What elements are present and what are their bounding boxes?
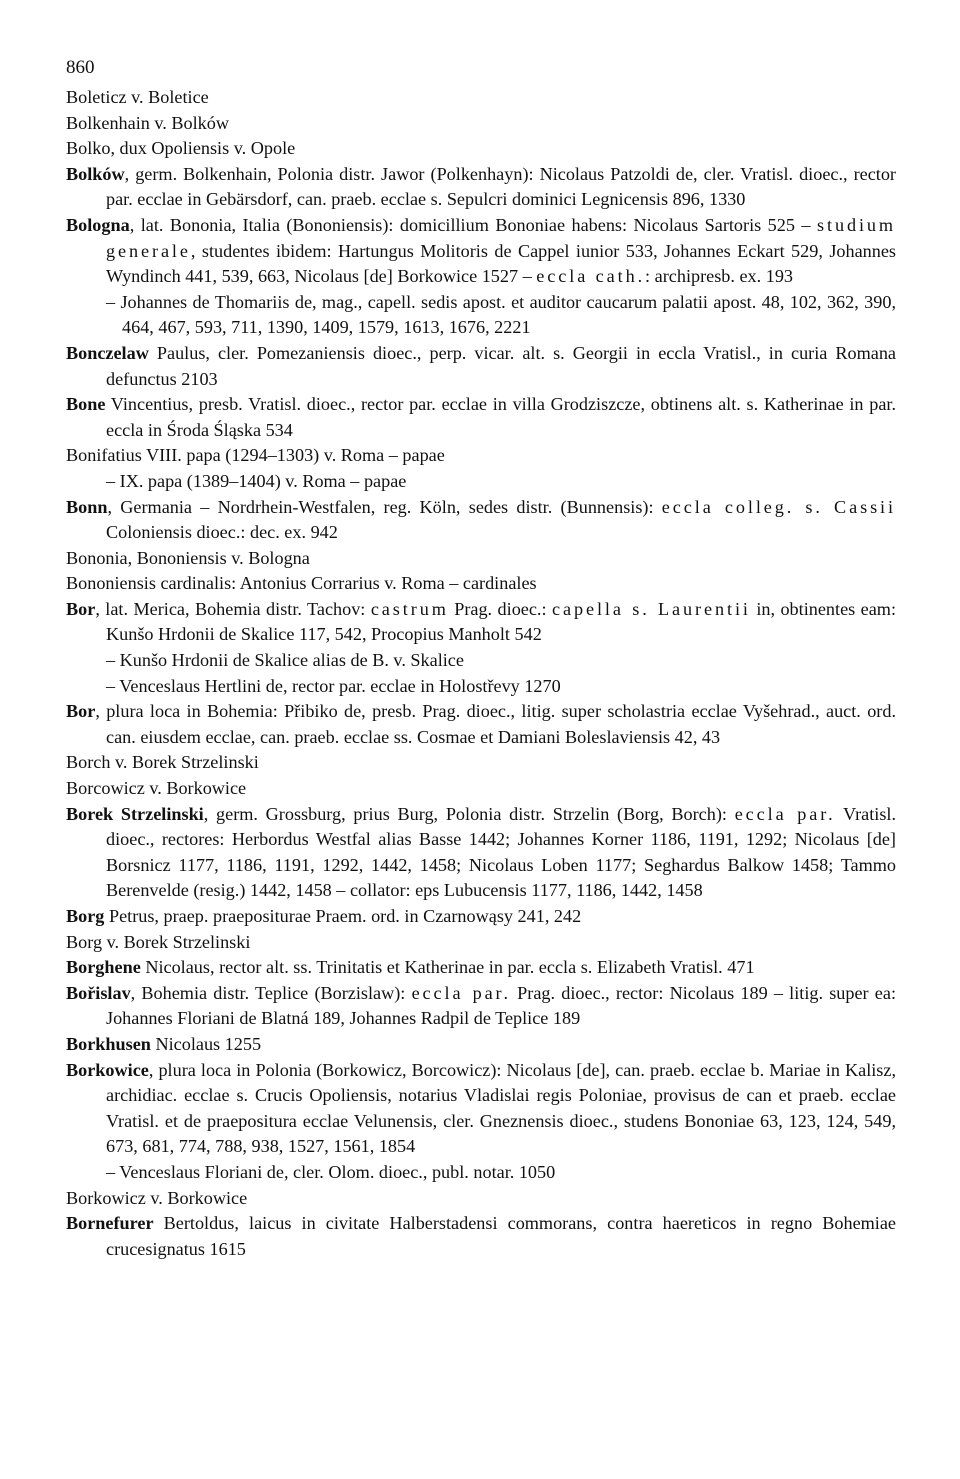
index-subentry: – Kunšo Hrdonii de Skalice alias de B. v. Skalice [106, 650, 464, 671]
entry-headword: Bologna [66, 214, 130, 235]
entry-headword: Bor [66, 701, 96, 722]
entry-headword: Bolków [66, 163, 125, 184]
index-subentry: – Venceslaus Floriani de, cler. Olom. dioec., publ. notar. 1050 [106, 1161, 556, 1182]
entry-headword: Borkowice [66, 1059, 149, 1080]
page-number: 860 [66, 57, 95, 78]
entry-text: Bononia, Bononiensis v. Bologna [66, 547, 310, 568]
entry-headword: Bonn [66, 496, 108, 517]
index-entry [66, 341, 896, 392]
spaced-term: eccla cath. [536, 266, 646, 287]
index-entry [66, 571, 896, 597]
entry-text: , plura loca in Polonia (Borkowicz, Borcowicz): Nicolaus [de], can. praeb. ecclae b. Mariae in Kalisz, archidiac. ecclae s. Crucis Opoliensis, notarius Vladislai regis Poloniae, provisus de can et praeb. ecclae Vratisl. et de praepositura ecclae Velunensis, cler. Gneznensis dioec., studens Bononiae 63, 123, 124, 549, 673, 681, 774, 788, 938, 1527, 1561, 1854 [106, 1059, 896, 1157]
index-subentry: – Johannes de Thomariis de, mag., capell. sedis apost. et auditor caucarum palatii apost. 48, 102, 362, 390, 464, 467, 593, 711, 1390, 1409, 1579, 1613, 1676, 2221 [106, 291, 896, 338]
index-entry [66, 111, 896, 137]
entry-text: Nicolaus, rector alt. ss. Trinitatis et Katherinae in par. eccla s. Elizabeth Vratisl. 471 [140, 957, 755, 978]
index-entry [66, 443, 896, 469]
index-entry [66, 750, 896, 776]
entry-text: Bolkenhain v. Bolków [66, 112, 230, 133]
entry-text: , germ. Grossburg, prius Burg, Polonia distr. Strzelin (Borg, Borch): [203, 803, 735, 824]
entry-headword: Bonczelaw [66, 342, 149, 363]
index-entry [66, 1032, 896, 1058]
entry-text: Paulus, cler. Pomezaniensis dioec., perp. vicar. alt. s. Georgii in eccla Vratisl., in curia Romana defunctus 2103 [106, 342, 896, 389]
index-entry [66, 955, 896, 981]
index-entry [66, 981, 896, 1032]
entry-text: , germ. Bolkenhain, Polonia distr. Jawor (Polkenhayn): Nicolaus Patzoldi de, cler. Vratisl. dioec., rector par. ecclae in Gebärsdorf, can. praeb. ecclae s. Sepulcri dominici Legnicensis 896, 1330 [106, 163, 896, 210]
entry-text: Boleticz v. Boletice [66, 87, 209, 107]
entry-text: Coloniensis dioec.: dec. ex. 942 [106, 522, 338, 543]
index-entry [66, 546, 896, 572]
entry-text: Vratisl. dioec., rectores: Herbordus Westfal alias Basse 1442; Johannes Korner 1186, 1191, 1292; Nicolaus [de] Borsnicz 1177, 1186, 1191, 1292, 1442, 1458; Nicolaus Loben 1177; Seghardus Balkow 1458; Tammo Berenvelde (resig.) 1442, 1458 – collator: eps Lubucensis 1177, 1186, 1442, 1458 [106, 803, 897, 901]
entry-text: , Bohemia distr. Teplice (Borzislaw): [130, 982, 412, 1003]
index-entries [66, 85, 896, 1262]
index-entry [66, 85, 896, 111]
spaced-term: eccla par. [411, 982, 511, 1003]
entry-headword: Borek Strzelinski [66, 803, 204, 824]
index-entry [66, 930, 896, 956]
entry-text: , lat. Bononia, Italia (Bononiensis): domicillium Bononiae habens: Nicolaus Sartoris 525 – [129, 214, 817, 235]
index-entry [66, 802, 896, 904]
spaced-term: eccla par. [734, 803, 836, 824]
index-entry [66, 904, 896, 930]
entry-text: Borcowicz v. Borkowice [66, 778, 247, 799]
entry-text: Borkowicz v. Borkowice [66, 1187, 248, 1208]
index-entry [66, 1211, 896, 1262]
spaced-term: castrum [370, 598, 449, 619]
entry-headword: Borghene [66, 957, 141, 978]
entry-text: , lat. Merica, Bohemia distr. Tachov: [95, 598, 371, 619]
entry-text: Bonifatius VIII. papa (1294–1303) v. Roma – papae [66, 445, 445, 466]
index-entry [66, 392, 896, 443]
index-entry [66, 136, 896, 162]
index-subentry: – IX. papa (1389–1404) v. Roma – papae [106, 470, 407, 491]
index-entry [66, 699, 896, 750]
index-entry [66, 213, 896, 290]
entry-text: Vincentius, presb. Vratisl. dioec., rector par. ecclae in villa Grodziszcze, obtinens alt. s. Katherinae in par. eccla in Środa Śląska 534 [105, 394, 896, 440]
entry-text: in, obtinentes eam: Kunšo Hrdonii de Skalice 117, 542, Procopius Manholt 542 [106, 598, 897, 645]
entry-text: Petrus, praep. praepositurae Praem. ord. in Czarnowąsy 241, 242 [104, 906, 582, 926]
entry-text: Borg v. Borek Strzelinski [66, 931, 251, 952]
entry-text: Nicolaus 1255 [150, 1033, 262, 1054]
entry-headword: Bornefurer [66, 1213, 154, 1234]
index-entry [66, 1186, 896, 1212]
entry-text: Prag. dioec.: [448, 598, 552, 619]
index-entry [66, 162, 896, 213]
index-entry [66, 495, 896, 546]
entry-text: : archipresb. ex. 193 [645, 266, 794, 287]
entry-headword: Bone [66, 394, 106, 415]
entry-text: , Germania – Nordrhein-Westfalen, reg. Köln, sedes distr. (Bunnensis): [107, 496, 662, 517]
entry-headword: Borg [66, 906, 105, 926]
spaced-term: eccla colleg. s. Cassii [661, 496, 896, 517]
entry-text: Bononiensis cardinalis: Antonius Corrarius v. Roma – cardinales [66, 573, 537, 594]
entry-text: Bolko, dux Opoliensis v. Opole [66, 138, 296, 159]
entry-text: , plura loca in Bohemia: Přibiko de, presb. Prag. dioec., litig. super scholastria ecclae Vyšehrad., auct. ord. can. eiusdem ecclae, can. praeb. ecclae ss. Cosmae et Damiani Boleslaviensis 42, 43 [95, 701, 896, 747]
index-entry [66, 1058, 896, 1160]
spaced-term: studium generale [106, 214, 896, 261]
entry-headword: Bor [66, 598, 96, 619]
entry-text: Borch v. Borek Strzelinski [66, 752, 259, 773]
spaced-term: capella s. Laurentii [551, 598, 751, 619]
entry-text: Prag. dioec., rector: Nicolaus 189 – litig. super ea: Johannes Floriani de Blatná 189, Johannes Radpil de Teplice 189 [106, 982, 896, 1029]
entry-text: , studentes ibidem: Hartungus Molitoris de Cappel iunior 533, Johannes Eckart 529, Johannes Wyndinch 441, 539, 663, Nicolaus [de] Borkowice 1527 – [106, 240, 896, 287]
index-entry [66, 776, 896, 802]
entry-headword: Bořislav [66, 982, 131, 1003]
index-entry [66, 597, 896, 648]
entry-headword: Borkhusen [66, 1033, 151, 1054]
entry-text: Bertoldus, laicus in civitate Halberstadensi commorans, contra haereticos in regno Bohemiae crucesignatus 1615 [106, 1213, 896, 1259]
index-subentry: – Venceslaus Hertlini de, rector par. ecclae in Holostřevy 1270 [106, 675, 561, 696]
